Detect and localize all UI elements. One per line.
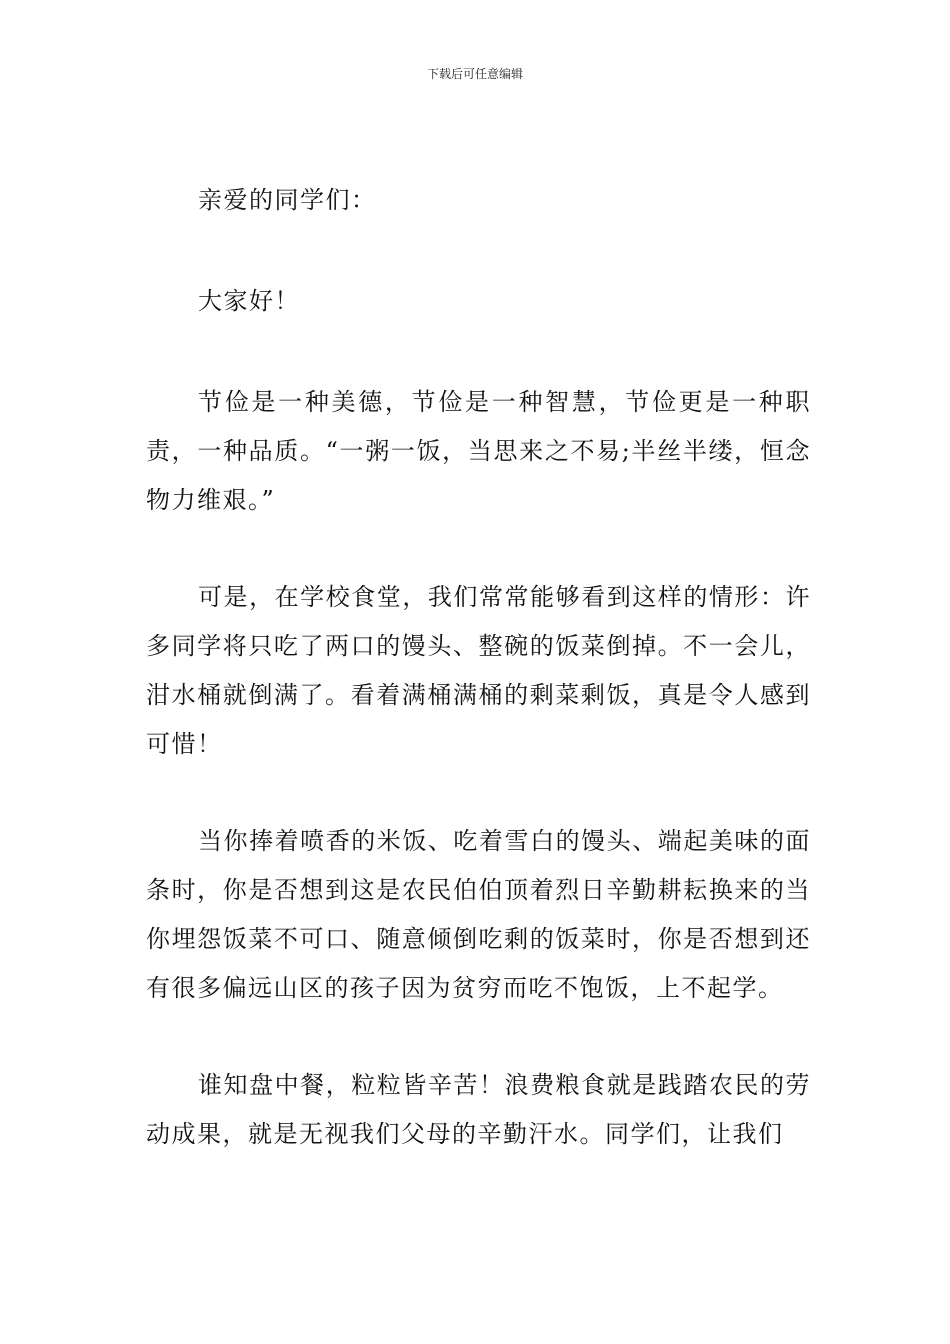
paragraph-salutation: 大家好！ <box>198 287 300 315</box>
paragraph-canteen: 可是，在学校食堂，我们常常能够看到这样的情形：许多同学将只吃了两口的馒头、整碗的饭菜倒掉。不一会儿，泔水桶就倒满了。看着满桶满桶的剩菜剩饭，真是令人感到可惜！ <box>146 583 811 758</box>
paragraph-farmers: 当你捧着喷香的米饭、吃着雪白的馒头、端起美味的面条时，你是否想到这是农民伯伯顶着烈日辛勤耕耘换来的当你埋怨饭菜不可口、随意倾倒吃剩的饭菜时，你是否想到还有很多偏远山区的孩子因为贫穷而吃不饱饭，上不起学。 <box>146 827 811 1002</box>
paragraph-thrift: 节俭是一种美德，节俭是一种智慧，节俭更是一种职责，一种品质。“一粥一饭，当思来之不易;半丝半缕，恒念物力维艰。” <box>146 388 811 514</box>
page-header: 下载后可任意编辑 <box>426 67 523 81</box>
document-body <box>146 176 811 1207</box>
paragraph-greeting: 亲爱的同学们： <box>198 186 377 214</box>
paragraph-conclusion: 谁知盘中餐，粒粒皆辛苦！浪费粮食就是践踏农民的劳动成果，就是无视我们父母的辛勤汗水。同学们，让我们 <box>146 1071 811 1148</box>
